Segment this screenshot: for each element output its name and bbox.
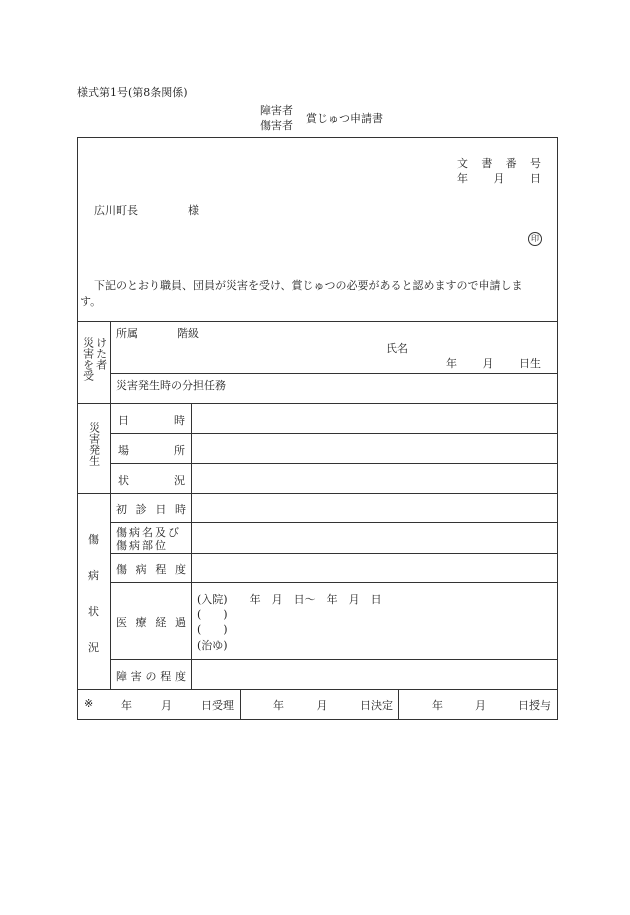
- medical-course-label: 医 療 経 過: [116, 616, 186, 629]
- occurrence-datetime-label: 日 時: [118, 414, 185, 427]
- affiliation-label: 所属: [116, 327, 138, 340]
- form-number: 様式第1号(第8条関係): [77, 86, 188, 99]
- name-label: 氏名: [386, 342, 408, 355]
- body-text-line-1: 下記のとおり職員、団員が災害を受け、賞じゅつの必要があると認めますので申請しま: [94, 279, 523, 292]
- application-date: 年 月 日: [457, 172, 541, 185]
- injury-label-char-4: 況: [88, 641, 99, 654]
- decided-date: 年 月 日決定: [273, 699, 393, 712]
- course-line-blank-2: ( ): [197, 623, 228, 636]
- occurrence-label: 災害発生: [87, 422, 101, 466]
- first-visit-label: 初 診 日 時: [116, 503, 186, 516]
- occurrence-place-label: 場 所: [118, 444, 185, 457]
- title-prefix-2: 傷害者: [260, 119, 293, 132]
- course-line-blank-1: ( ): [197, 608, 228, 621]
- seal-mark: 印: [528, 232, 542, 246]
- injury-name-label-2: 傷病部位: [116, 539, 168, 552]
- addressee: 広川町長: [94, 204, 138, 217]
- page-title: 賞じゅつ申請書: [306, 112, 383, 125]
- received-date: 年 月 日受理: [121, 699, 234, 712]
- honorific: 様: [188, 204, 199, 217]
- body-text-line-2: す。: [80, 295, 102, 308]
- victim-label-col-2: 災害を受: [81, 337, 95, 381]
- birth-date: 年 月 日生: [446, 357, 541, 370]
- duty-label: 災害発生時の分担任務: [116, 379, 226, 392]
- course-line-cured: (治ゆ): [197, 639, 228, 652]
- injury-label-char-2: 病: [88, 569, 99, 582]
- disability-degree-label: 障 害 の 程 度: [116, 670, 186, 683]
- granted-date: 年 月 日授与: [432, 699, 551, 712]
- course-line-hospitalized: (入院) 年 月 日～ 年 月 日: [197, 593, 382, 606]
- rank-label: 階級: [177, 327, 199, 340]
- note-mark: ※: [84, 697, 94, 710]
- injury-degree-label: 傷 病 程 度: [116, 563, 186, 576]
- title-prefix-1: 障害者: [260, 104, 293, 117]
- injury-label-char-1: 傷: [88, 533, 99, 546]
- occurrence-status-label: 状 況: [118, 474, 185, 487]
- document-number-label: 文 書 番 号: [457, 157, 541, 170]
- injury-label-char-3: 状: [88, 605, 99, 618]
- injury-name-label-1: 傷病名及び: [116, 526, 181, 539]
- victim-label-col-1: けた者: [94, 337, 108, 370]
